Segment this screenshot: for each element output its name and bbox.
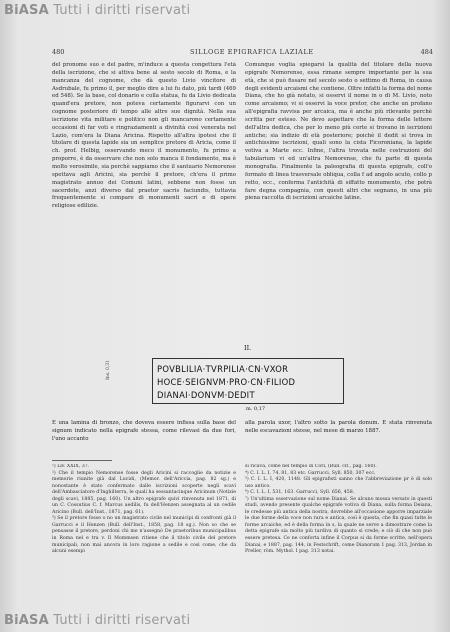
section-numeral: II.	[244, 344, 252, 352]
paragraph: del pronome suo e del padre, m'induce a questa congettura l'età della iscrizione, che si attiva bene al sesto secolo di Roma, e la mancanza del cognome, che dà questo Livio vincitore di Asdrubale, fu primo il, per meglio dire a lui fu dato, più tardi (469 ed 548). Se la base, col donario e colla statua, fu da Livio dedicata quand'era pretore, non poteva certamente figurarvi con un cognome posteriore di tempo alle altre sue dignità. Nella sua iscrizione vita militare e politico non gli mancarono certamente occasioni di far voti e ringraziamenti a divinità così venerata nel Lazio, com'era la Diana Aricina. Rispetto all'altra ipotesi che il titolare di questa lapide sia un semplice pretore di Aricia, come il ch. prof. Helbig, osservando meco il monumento, fu primo a proporre, è da osservare che non solo manca il fondamento, ma è molto verosimile, sia perchè sappiamo che il santuario Nemorense spettava agli Aricini, sia perchè il pretore, ch'era il primo magistrato annuo dei Comuni latini, sebbene non fosse un sacerdote, anzi diverso dal praetor sacris faciundis, tuttavia frequentemente si compare di monumenti sacri e di opere religiose edilizie.	[52, 62, 236, 210]
inscription-scale-label: m. 0,17	[246, 406, 266, 412]
inscription-line: HOCE·SEIGNVM·PRO·CN·FILIOD	[157, 377, 296, 387]
page-number-left: 480	[52, 48, 65, 56]
running-header	[0, 48, 450, 58]
footnote: ¹) Liv. XXIX, 37.	[52, 464, 90, 469]
inscription-line: POVBLILIA·TVRPILIA·CN·VXOR	[157, 364, 289, 374]
paragraph: Comunque voglia spiegarsi la qualità del titolare della nuova epigrafe Nemorense, essa rimane sempre importante per la sua età, che si può fissare nel secolo sesto o settimo di Roma, in causa degli evidenti arcaismi che contiene. Oltre infatti la forma del nome Diana, che ho già notato, si osservi il nome in o di M. Livio, noto come arcaismo; vi si osservi la voce pretor, che anche un profano all'epigrafia ravvisa per arcaica, ma è anche più rilevante perchè scritta per esteso. Ne devo aspettare che la forma delle lettere dell'altra dedica, che per lo meno più certe si trovano in iscrizioni antiche; sia indizio di età posteriore; poichè il dedit si trova in antichissime iscrizioni, quali sono la cista Ficoroniana, la lapide votiva a Marte ecc. Infine, l'altra trovata nelle costruzioni del tabularium vi ed un'altra Nemorense, che fu parte di questa monografia. Finalmente la paleografia di questa epigrafe, coll'o formato di linea trasversale obliqua, colla f ad angolo acuto, collo p retto, ecc., conferma l'antichità di siffatto monumento, che potrà fare degna compagnia, con questi altri che segnano, in una più piena raccolta di iscrizioni arcaiche latine.	[245, 62, 432, 202]
footnote-rule	[52, 460, 112, 461]
body-column-left	[52, 62, 236, 362]
footnote: ³) Se il pretore fosse o no un magistrato civile nel municipi di confronti già il Garrucci e il Henzen (Bull. dell'Inst., 1858, pag. 18 sg.). Non so che se pensasse il pretore, perdoni chi me n'assegnò De praetoribus municipalibus in Roma nel e tra v. Il Mommsen ritiene che il titolo civile del pretore municipali, non mai ancora in loro ragione a sedile e così come, che da alcuni esempi	[52, 516, 236, 555]
footnote: ²) Che il tempio Nemorense fosse degli Aricini si raccoglie da notizie e memorie riunite già dal Lucidi, (Memor. dell'Ariccia, pag. 82 sg.) e nonostante è stato confermato dalle iscrizioni scoperte negli scavi dell'Ambasciatore d'Inghilterra, le quali ha sessantacinque Aricinum (Notizie degli scavi, 1885, pag. 160). Un altro epigrafe quivi rinvenuta nel 1871, di un C. Cossutius C. f. Marcus aedilis, fu dell'Henzen assegnata al un cedile Aricino (Bull. dell'Inst., 1871, pag. 61).	[52, 470, 236, 515]
page-number-right: 484	[420, 48, 433, 56]
inscription-side-label: Ins. 0,31	[106, 360, 111, 380]
watermark-logo: BiASA	[4, 613, 49, 628]
footnotes-right	[245, 464, 432, 606]
footnote: si ricava, come nel tempio di Cori, (Bull. cit., pag. 160).	[245, 464, 377, 469]
footnote: ⁴) C. I. L. I, 74, 81, 83 etc. Garrucci, Syll. 850, 307 ecc.	[245, 470, 376, 476]
watermark-logo: BiASA	[4, 3, 49, 18]
footnote: ⁶) C. I. L. I, 531, 163. Garrucci, Syll. 656, 458.	[245, 490, 355, 496]
footnotes-left	[52, 464, 236, 606]
inscription-plate	[152, 358, 344, 404]
footnote: ⁷) Un'ultima osservazione sul nome Dianai. Se alcuno mossa versato in questi studi, avendo presente qualche epigrafe votiva di Diana, sulla forma Deiana, le credesse più antica della nostra, dovrebbe all'occasione apporre imparziale le due forme della voce non rara e antica, così è questa, che fin quasi tutte le forme arcaiche, ed è della forma in s, la quale ne serve a dimostrare come la detta epigrafe sia molto più tardiva di quanto si crede; e ciò di che non può essere pretesa. Ce ne conforta infine il Corpus si da forme scritte, nell'opera Dianai, e 1887, pag. 144, in Festschrift, come Dianorum 1 pag. 313, Jordan in Preller, röm. Mythol. I pag. 313 notai.	[245, 496, 432, 555]
watermark-text: Tutti i diritti riservati	[53, 3, 191, 18]
watermark-bottom	[4, 613, 190, 628]
watermark-top	[4, 3, 190, 18]
description-left: È una lamina di bronzo, che doveva essere infissa sulla base del signum indicato nella epigrafe stessa, come rilevasi da due fori, l'uno accanto	[52, 420, 236, 442]
running-title: SILLOGE EPIGRAFICA LAZIALE	[190, 48, 314, 56]
description-right: alla parola uxor, l'altro sotto la parola donum. È stata rinvenuta nelle escavazioni stesse, nel mese di marzo 1887.	[245, 420, 432, 434]
watermark-text: Tutti i diritti riservati	[53, 613, 191, 628]
inscription-line: DIANAI·DONVM·DEDIT	[157, 390, 255, 400]
body-column-right	[245, 62, 432, 362]
footnote: ⁵) C. I. L. I, 420, 1148. Gli epigrafisti sanno che l'abbreviazione pr è di solo uso antico.	[245, 477, 432, 489]
